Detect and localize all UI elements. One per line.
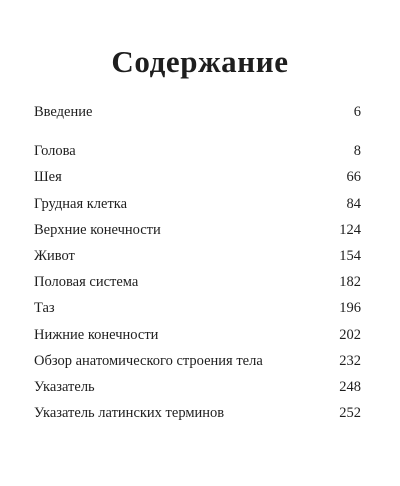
toc-entry-page: 6	[353, 104, 361, 120]
toc-entry-label: Указатель латинских терминов	[34, 405, 225, 422]
toc-entry-page: 232	[339, 352, 361, 369]
toc-entry-anatomy-overview[interactable]	[34, 351, 361, 377]
toc-entry-abdomen[interactable]	[34, 246, 361, 272]
toc-entry-label: Голова	[34, 143, 76, 160]
toc-entry-label: Указатель	[34, 378, 95, 395]
page-title: Содержание	[111, 44, 289, 79]
toc-entry-reproductive-system[interactable]	[34, 272, 361, 298]
toc-entry-label: Грудная клетка	[34, 195, 128, 212]
toc-entry-label: Введение	[34, 104, 93, 120]
toc-entry-neck[interactable]	[34, 167, 361, 193]
toc-entry-page: 66	[346, 169, 361, 186]
toc-entry-lower-limbs[interactable]	[34, 325, 361, 351]
toc-entry-page: 202	[339, 326, 361, 343]
toc-entry-page: 196	[339, 300, 361, 317]
toc-entry-page: 84	[346, 195, 361, 212]
toc-entry-thorax[interactable]	[34, 194, 361, 220]
toc-entry-introduction[interactable]	[34, 102, 361, 128]
toc-entry-page: 8	[353, 143, 361, 160]
toc-entry-label: Половая система	[34, 274, 139, 291]
toc-entry-page: 124	[339, 221, 361, 238]
toc-entry-index[interactable]	[34, 377, 361, 403]
toc-entry-label: Живот	[34, 247, 75, 264]
toc-entry-latin-index[interactable]	[34, 403, 361, 429]
table-of-contents	[34, 102, 361, 429]
toc-entry-label: Верхние конечности	[34, 221, 161, 238]
toc-entry-head[interactable]	[34, 141, 361, 167]
toc-entry-page: 252	[339, 405, 361, 422]
toc-entry-page: 154	[339, 247, 361, 264]
toc-entry-page: 182	[339, 274, 361, 291]
toc-entry-label: Шея	[34, 169, 62, 186]
toc-entry-label: Таз	[34, 300, 55, 317]
toc-entry-upper-limbs[interactable]	[34, 220, 361, 246]
toc-entry-label: Обзор анатомического строения тела	[34, 352, 263, 369]
toc-entry-label: Нижние конечности	[34, 326, 159, 343]
toc-entry-pelvis[interactable]	[34, 298, 361, 324]
toc-entry-page: 248	[339, 378, 361, 395]
